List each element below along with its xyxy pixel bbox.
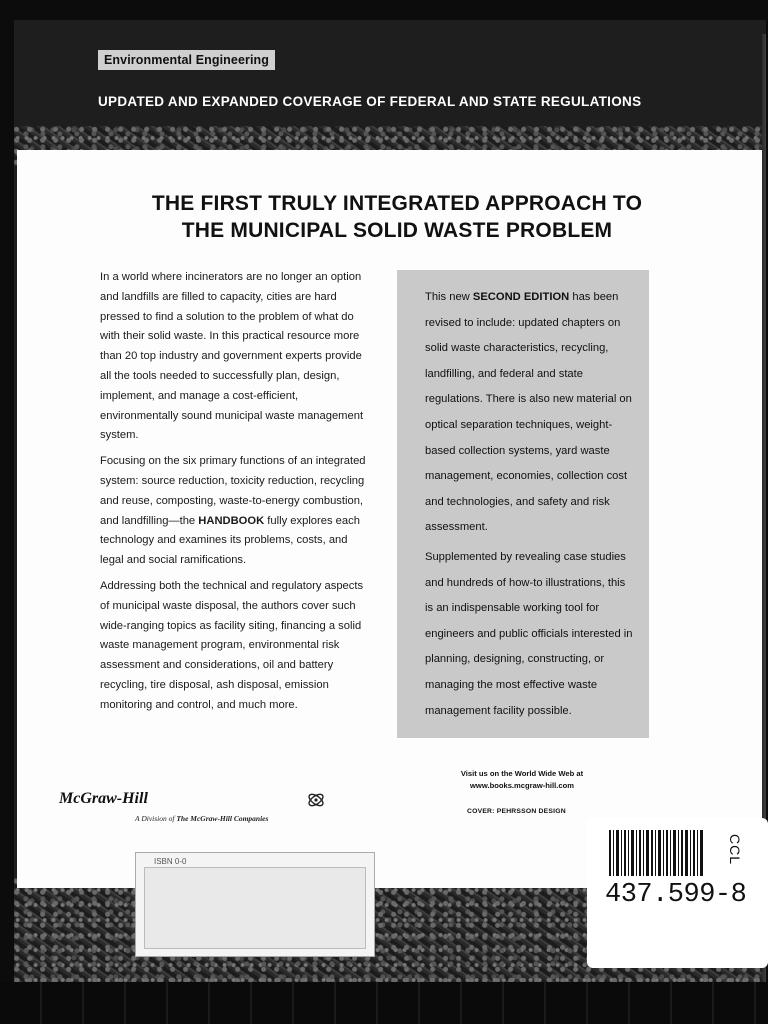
torn-label-area	[144, 867, 366, 949]
publisher-logo: McGraw-Hill	[59, 790, 148, 807]
division-prefix: A Division of	[135, 814, 177, 823]
headline-line-1: THE FIRST TRULY INTEGRATED APPROACH TO	[151, 192, 643, 215]
publisher-emblem-icon	[305, 790, 327, 810]
sidebar-p1-before: This new	[425, 291, 473, 303]
regulations-banner: UPDATED AND EXPANDED COVERAGE OF FEDERAL AND STATE REGULATIONS	[98, 94, 642, 109]
sidebar-p1-after: has been revised to include: updated chapters on solid waste characteristics, recycling, landfilling, and federal and state regulations. There is also new material on optical separation techniques, weight-based collection systems, yard waste management, economies, collection cost and technologies, and safety and risk assessment.	[425, 291, 632, 534]
content-panel	[17, 150, 766, 888]
call-number: 437.599-8	[605, 880, 747, 910]
second-edition-emphasis: SECOND EDITION	[472, 291, 570, 303]
description-column	[100, 268, 370, 722]
sidebar-paragraph-2: Supplemented by revealing case studies and hundreds of how-to illustrations, this is an indispensable working tool for engineers and public officials interested in planning, designing, constructing, or managing the most effective waste management facility possible.	[425, 550, 633, 717]
second-edition-sidebar	[397, 270, 649, 738]
sidebar-paragraph-1	[425, 285, 635, 541]
description-paragraph-3: Addressing both the technical and regulatory aspects of municipal waste disposal, the authors cover such wide-ranging topics as facility siting, financing a solid waste management program, environmental risk assessment and considerations, oil and battery recycling, tire disposal, ash disposal, emission monitoring and control, and much more.	[100, 579, 364, 711]
p2-text-after: fully explores each technology and examines its problems, costs, and legal and social ramifications.	[100, 514, 360, 567]
website-prompt: Visit us on the World Wide Web at	[460, 769, 584, 778]
category-label: Environmental Engineering	[98, 50, 275, 70]
isbn-partial-text: ISBN 0-0	[154, 857, 187, 866]
scanner-bottom-edge	[0, 982, 768, 1024]
handbook-emphasis: HANDBOOK	[198, 514, 265, 527]
barcode-icon	[609, 830, 705, 876]
isbn-sticker	[135, 852, 375, 957]
p2-text-before: Focusing on the six primary functions of an integrated system: source reduction, toxicity reduction, recycling and reuse, composting, waste-to-energy combustion, and landfilling—the	[100, 455, 366, 527]
headline-line-2: THE MUNICIPAL SOLID WASTE PROBLEM	[181, 219, 613, 242]
publisher-division	[135, 814, 268, 823]
sidebar-text	[425, 285, 635, 728]
headline	[87, 190, 707, 244]
library-code: CCL	[727, 834, 743, 866]
description-paragraph-2	[100, 452, 370, 571]
library-barcode-label	[587, 818, 768, 968]
cover-design-credit: COVER: PEHRSSON DESIGN	[467, 808, 566, 815]
website-url: www.books.mcgraw-hill.com	[470, 781, 574, 790]
division-company: The McGraw-Hill Companies	[176, 814, 269, 823]
description-paragraph-1: In a world where incinerators are no longer an option and landfills are filled to capacity, cities are hard pressed to find a solution to the problem of what do with their solid waste. In this practical resource more than 20 top industry and government experts provide all the tools needed to successfully plan, design, implement, and manage a cost-efficient, environmentally sound municipal waste management system.	[100, 271, 364, 442]
